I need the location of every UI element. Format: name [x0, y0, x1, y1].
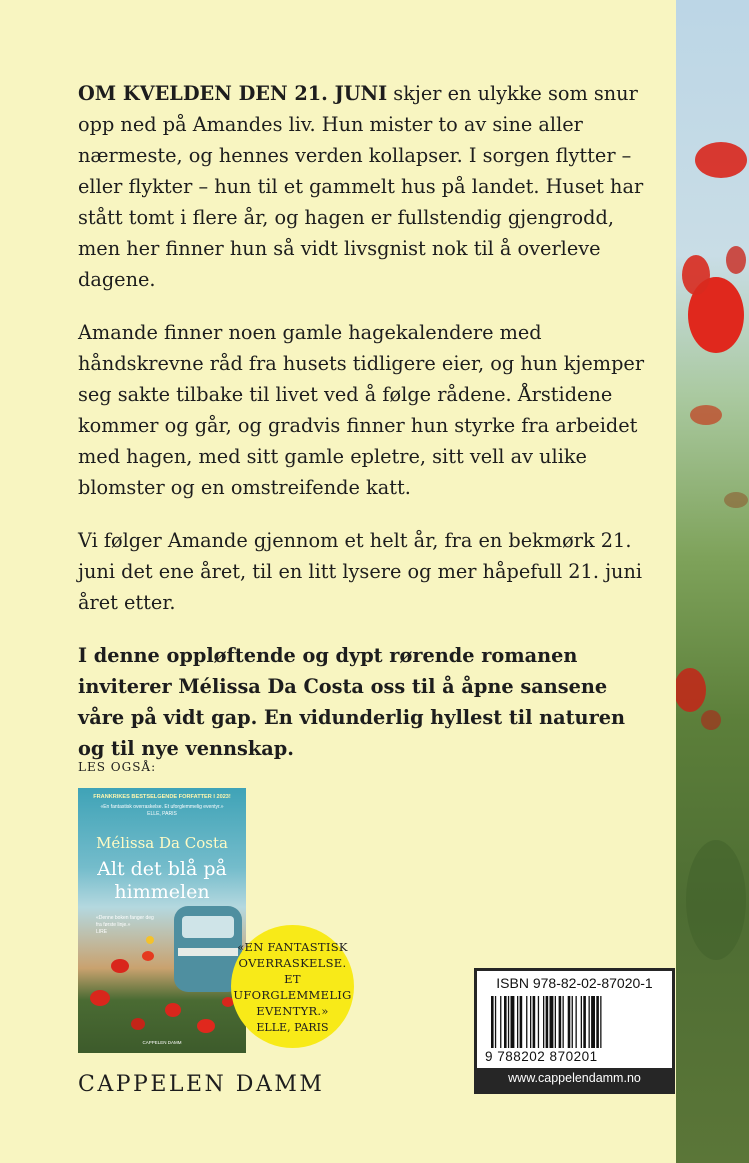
barcode-bar [591, 996, 595, 1048]
barcode-bar [491, 996, 494, 1048]
url-band [477, 1068, 672, 1091]
poppy-photo-strip [676, 0, 749, 1163]
barcode-bar [511, 996, 515, 1048]
publisher-url: www.cappelendamm.no [508, 1071, 641, 1085]
barcode-bar [546, 996, 549, 1048]
barcode-bar [568, 996, 571, 1048]
barcode-bar [600, 996, 601, 1048]
barcode-digits: 9 788202 870201 [485, 1049, 598, 1064]
review-badge [231, 925, 354, 1048]
review-source: ELLE, PARIS [256, 1021, 329, 1034]
blurb-lead: OM KVELDEN DEN 21. JUNI [78, 82, 388, 105]
barcode-bar [526, 996, 527, 1048]
barcode-bar [530, 996, 531, 1048]
review-quote: «EN FANTASTISK OVERRASKELSE. ET UFORGLEMMELIG EVENTYR.» [233, 940, 352, 1018]
book-quote-1 [78, 804, 246, 818]
barcode-bar [538, 996, 539, 1048]
isbn-text: ISBN 978-82-02-87020-1 [496, 975, 653, 991]
barcode-bar [589, 996, 590, 1048]
book-quote-1-source: ELLE, PARIS [147, 811, 177, 817]
blurb-paragraph-3: Vi følger Amande gjennom et helt år, fra en bekmørk 21. juni det ene året, til en litt lysere og mer håpefull 21. juni året etter. [78, 529, 643, 614]
barcode-bar [576, 996, 577, 1048]
book-quote-1-text: «En fantastisk overraskelse. Et uforglemmelig eventyr.» [100, 804, 224, 810]
barcode-bar [572, 996, 573, 1048]
publisher-logo: CAPPELEN DAMM [78, 1072, 325, 1097]
barcode-bar [583, 996, 586, 1048]
book-cover-thumbnail[interactable] [78, 788, 246, 1053]
barcode-icon [491, 996, 661, 1048]
blurb-paragraph-2: Amande finner noen gamle hagekalendere med håndskrevne råd fra husets tidligere eier, og hun kjemper seg sakte tilbake til livet ved å følge rådene. Årstidene kommer og går, og gradvis finner hun styrke fra arbeidet med hagen, med sitt gamle epletre, sitt vell av ulike blomster og en omstreifende katt. [78, 321, 645, 499]
barcode-bar [555, 996, 556, 1048]
book-tagline: FRANKRIKES BESTSELGENDE FORFATTER I 2023! [93, 794, 231, 800]
barcode-bar [504, 996, 507, 1048]
blurb-paragraph-4: I denne oppløftende og dypt rørende romanen inviterer Mélissa Da Costa oss til å åpne sansene våre på vidt gap. En vidunderlig hyllest til naturen og til nye vennskap. [78, 644, 626, 760]
book-quote-2-text: «Denne boken fanger deg fra første linje.» [96, 915, 154, 928]
barcode-bar [520, 996, 523, 1048]
barcode-bar [533, 996, 536, 1048]
barcode-bar [495, 996, 496, 1048]
book-quote-2 [96, 915, 156, 936]
barcode-bar [517, 996, 518, 1048]
blurb-paragraph-1 [78, 78, 648, 295]
barcode-bar [508, 996, 509, 1048]
barcode-bar [500, 996, 501, 1048]
book-title: Alt det blå på himmelen [97, 858, 227, 903]
book-quote-2-source: LIRE [96, 929, 108, 935]
blurb [78, 78, 648, 786]
barcode-bar [563, 996, 564, 1048]
book-publisher: CAPPELEN DAMM [142, 1040, 182, 1045]
barcode-bar [596, 996, 599, 1048]
barcode-bar [559, 996, 562, 1048]
barcode-bar [581, 996, 582, 1048]
book-author: Mélissa Da Costa [96, 834, 228, 852]
isbn-barcode-box [474, 968, 675, 1094]
blurb-paragraph-1-text: skjer en ulykke som snur opp ned på Amandes liv. Hun mister to av sine aller nærmeste, og hennes verden kollapser. I sorgen flytter – eller flykter – hun til et gammelt hus på landet. Huset har stått tomt i flere år, og hagen er fullstendig gjengrodd, men her finner hun så vidt livsgnist nok til å overleve dagene. [78, 82, 644, 291]
les-ogsa-label: LES OGSÅ: [78, 760, 157, 774]
poppy-photo [676, 0, 749, 1163]
barcode-bar [550, 996, 554, 1048]
barcode-bar [543, 996, 544, 1048]
